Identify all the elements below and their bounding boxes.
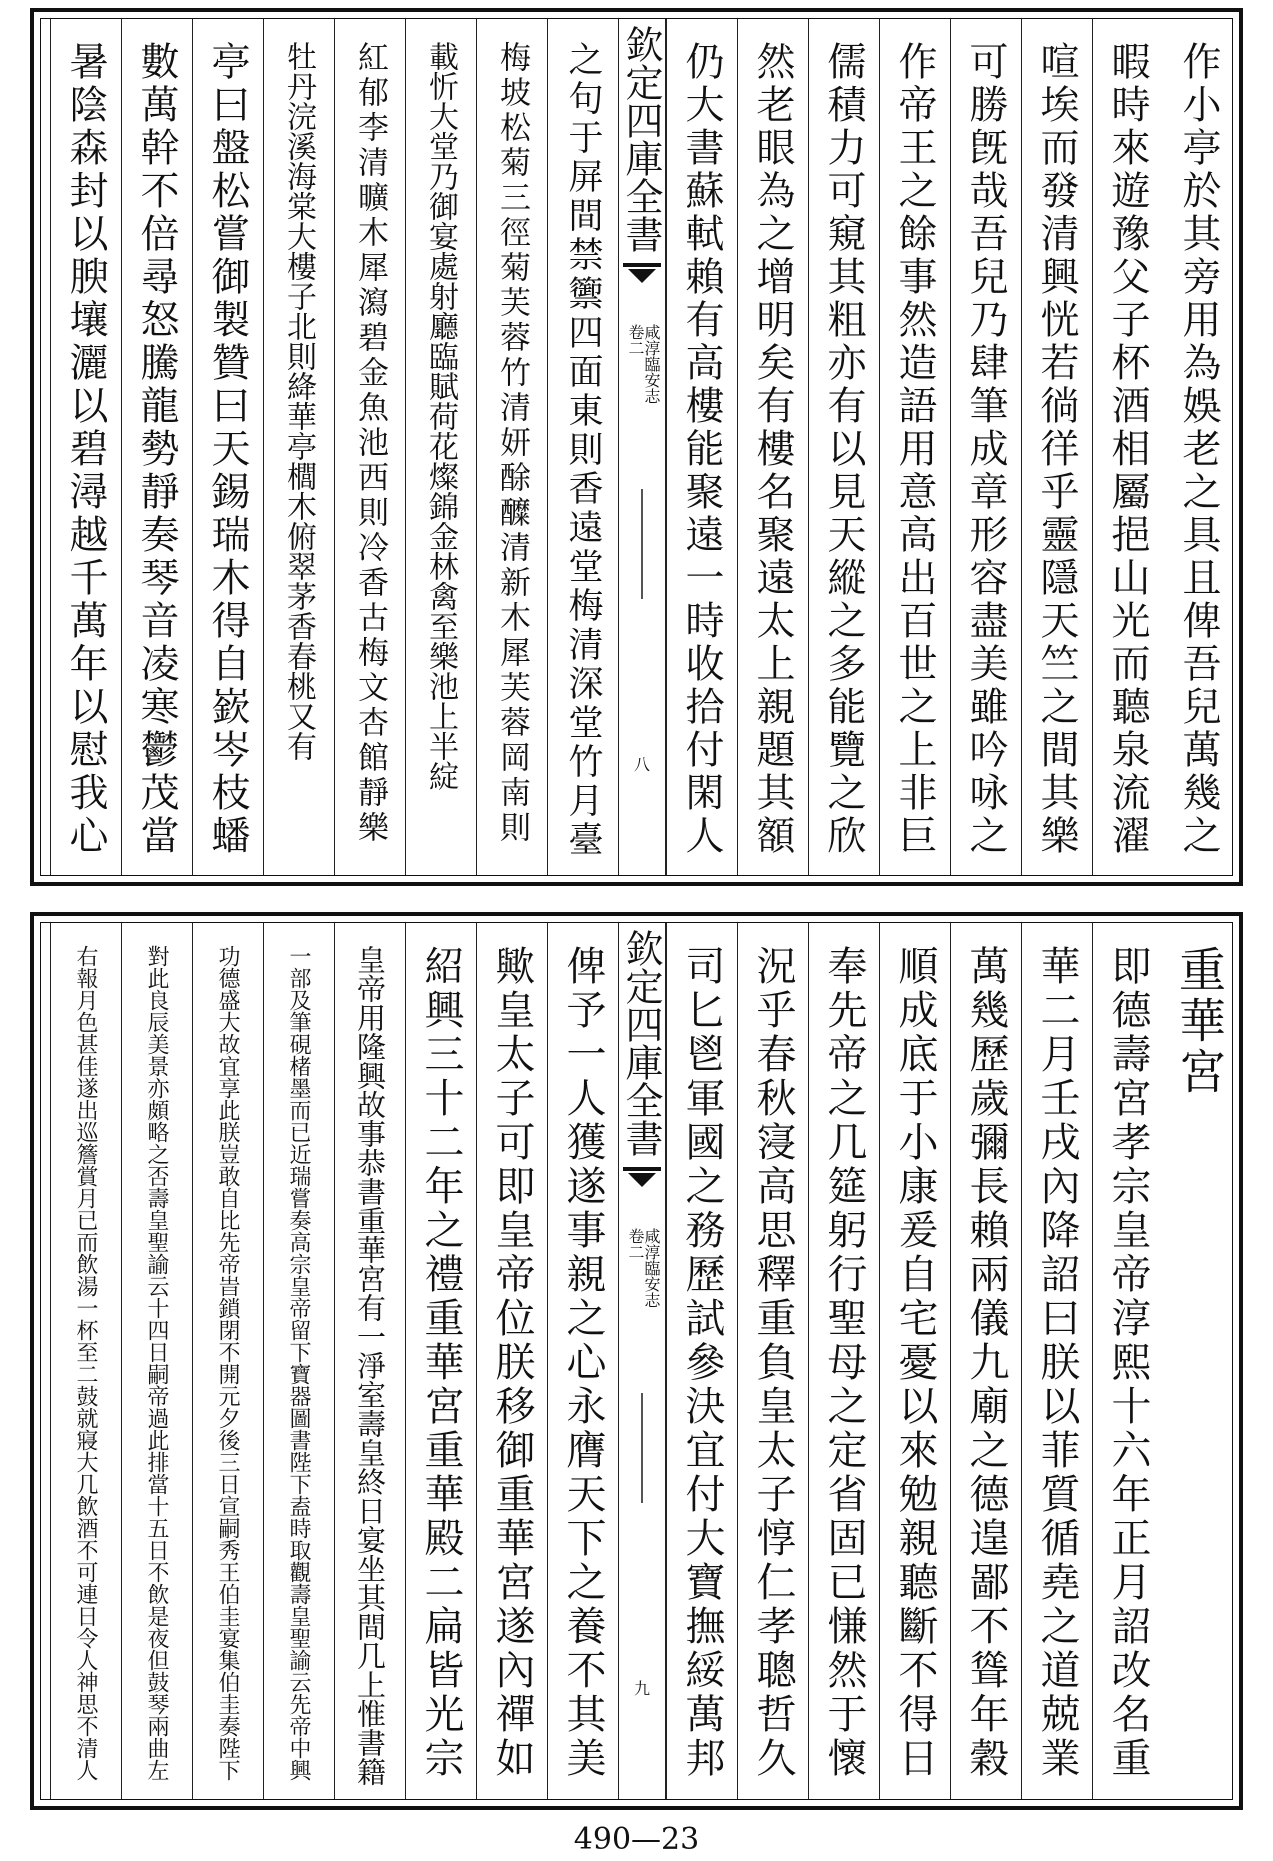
- lower-column-text: 紹興三十二年之禮重華宮重華殿二扁皆光宗: [418, 945, 464, 1781]
- lower-column-text: 華二月壬戌內降詔曰朕以菲質循堯之道兢業: [1034, 945, 1080, 1781]
- lower-text-column: [405, 923, 476, 1799]
- upper-text-column: [1092, 19, 1163, 875]
- chapter-number: 卷二: [626, 324, 645, 356]
- upper-page-frame: [40, 18, 1233, 876]
- lower-column-text: 歟皇太子可即皇帝位朕移御重華宮遂內禪如: [489, 945, 535, 1781]
- fish-tail-mark-icon: [623, 263, 661, 297]
- volume-title: 咸淳臨安志: [642, 324, 661, 404]
- upper-text-column: [879, 19, 950, 875]
- upper-column-text: 儒積力可窺其粗亦有以見天縱之多能覽之欣: [821, 41, 866, 858]
- lower-text-column: [263, 923, 334, 1799]
- page-number: 490—23: [573, 1822, 700, 1857]
- lower-column-text: 萬幾歷歲彌長賴兩儀九廟之德遑鄙不聳年穀: [963, 945, 1009, 1781]
- fish-tail-mark-icon: [623, 1167, 661, 1201]
- lower-column-text: 功德盛大故宜享此朕豈敢自比先帝旹鎖閉不開元夕後三日宣嗣秀王伯圭宴集伯圭奏陛下: [215, 945, 240, 1781]
- upper-text-column: [808, 19, 879, 875]
- upper-text-column: [666, 19, 737, 875]
- upper-text-column: [476, 19, 547, 875]
- lower-text-column: [1021, 923, 1092, 1799]
- upper-column-text: 暑陰森封以腴壤灑以碧潯越千萬年以慰我心: [63, 41, 108, 858]
- upper-column-text: 作小亭於其旁用為娛老之具且俾吾兒萬幾之: [1176, 41, 1221, 858]
- lower-text-column: [121, 923, 192, 1799]
- lower-column-text: 司匕鬯軍國之務歷試參決宜付大寶撫綏萬邦: [679, 945, 725, 1781]
- lower-text-column: [50, 923, 121, 1799]
- center-rule: [641, 489, 643, 599]
- book-header: 欽定四庫全書: [619, 25, 663, 253]
- upper-column-text: 數萬幹不倍尋怒騰龍勢靜奏琴音凌寒鬱茂當: [134, 41, 179, 858]
- lower-page-frame: [40, 922, 1233, 1800]
- lower-text-column: [1092, 923, 1163, 1799]
- lower-center-margin: [618, 923, 666, 1799]
- lower-text-column: [737, 923, 808, 1799]
- lower-column-text: 況乎春秋寖高思釋重負皇太子惇仁孝聰哲久: [750, 945, 796, 1781]
- lower-column-text: 重華宮: [1171, 945, 1226, 1098]
- upper-text-column: [50, 19, 121, 875]
- upper-column-text: 喧埃而發清興恍若徜徉乎靈隱天竺之間其樂: [1034, 41, 1079, 858]
- upper-text-column: [1021, 19, 1092, 875]
- center-rule: [641, 1393, 643, 1503]
- upper-column-text: 可勝旣哉吾兒乃肆筆成章形容盡美雖吟咏之: [963, 41, 1008, 858]
- lower-page: [30, 912, 1243, 1810]
- upper-column-text: 牡丹浣溪海棠大樓子北則絳華亭櫚木俯翠茅香春桃又有: [281, 41, 316, 761]
- upper-text-column: [950, 19, 1021, 875]
- lower-column-text: 對此良辰美景亦頗略之否壽皇聖諭云十四日嗣帝過此排當十五日不飲是夜但鼓琴兩曲左: [144, 945, 169, 1781]
- lower-column-text: 皇帝用隆興故事恭書重華宮有一淨室壽皇終日宴坐其間几上惟書籍: [353, 945, 387, 1786]
- upper-column-text: 然老眼為之增明矣有樓名聚遠太上親題其額: [750, 41, 795, 858]
- lower-text-column: [808, 923, 879, 1799]
- lower-column-text: 順成底于小康爰自宅憂以來勉親聽斷不得日: [892, 945, 938, 1781]
- upper-page: [30, 8, 1243, 886]
- leaf-number: 九: [633, 1679, 650, 1698]
- lower-text-column: [547, 923, 618, 1799]
- leaf-number: 八: [633, 755, 650, 774]
- lower-text-column: [950, 923, 1021, 1799]
- book-header: 欽定四庫全書: [619, 929, 663, 1157]
- upper-text-column: [737, 19, 808, 875]
- upper-column-text: 梅坡松菊三徑菊芙蓉竹清妍酴醾清新木犀芙蓉岡南則: [494, 41, 530, 846]
- lower-column-text: 右報月色甚佳遂出巡簷賞月已而飲湯一杯至二鼓就寢大几飲酒不可連日令人神思不清人: [73, 945, 98, 1781]
- upper-text-column: [547, 19, 618, 875]
- lower-column-text: 即德壽宮孝宗皇帝淳熙十六年正月詔改名重: [1105, 945, 1151, 1781]
- upper-column-text: 亭曰盤松嘗御製贊曰天錫瑞木得自嶔岑枝蟠: [205, 41, 250, 858]
- upper-column-text: 紅郁李清曠木犀瀉碧金魚池西則冷香古梅文杏館靜樂: [352, 41, 388, 846]
- upper-column-text: 暇時來遊豫父子杯酒相屬挹山光而聽泉流濯: [1105, 41, 1150, 858]
- upper-column-text: 之句于屏間禁籞四面東則香遠堂梅清深堂竹月臺: [563, 41, 603, 860]
- upper-text-column: [1163, 19, 1234, 875]
- upper-center-margin: [618, 19, 666, 875]
- lower-column-text: 一部及筆硯楮墨而已近瑞嘗奏高宗皇帝留下寶器圖書陛下盍時取觀壽皇聖諭云先帝中興: [286, 945, 311, 1781]
- lower-text-column: [666, 923, 737, 1799]
- lower-column-text: 奉先帝之几筵躬行聖母之定省固已慊然于懷: [821, 945, 867, 1781]
- upper-text-column: [263, 19, 334, 875]
- upper-text-column: [192, 19, 263, 875]
- upper-text-column: [121, 19, 192, 875]
- upper-column-text: 作帝王之餘事然造語用意高出百世之上非巨: [892, 41, 937, 858]
- chapter-number: 卷二: [626, 1228, 645, 1260]
- lower-column-text: 俾予一人獲遂事親之心永膺天下之養不其美: [560, 945, 606, 1781]
- lower-text-column: [476, 923, 547, 1799]
- upper-text-column: [405, 19, 476, 875]
- lower-text-column: [1163, 923, 1234, 1799]
- upper-column-text: 仍大書蘇軾賴有高樓能聚遠一時收拾付閑人: [679, 41, 724, 858]
- upper-text-column: [334, 19, 405, 875]
- upper-column-text: 載忻大堂乃御宴處射廳臨賦荷花燦錦金林禽至樂池上半綻: [423, 41, 458, 791]
- lower-text-column: [192, 923, 263, 1799]
- lower-text-column: [334, 923, 405, 1799]
- lower-text-column: [879, 923, 950, 1799]
- volume-title: 咸淳臨安志: [642, 1228, 661, 1308]
